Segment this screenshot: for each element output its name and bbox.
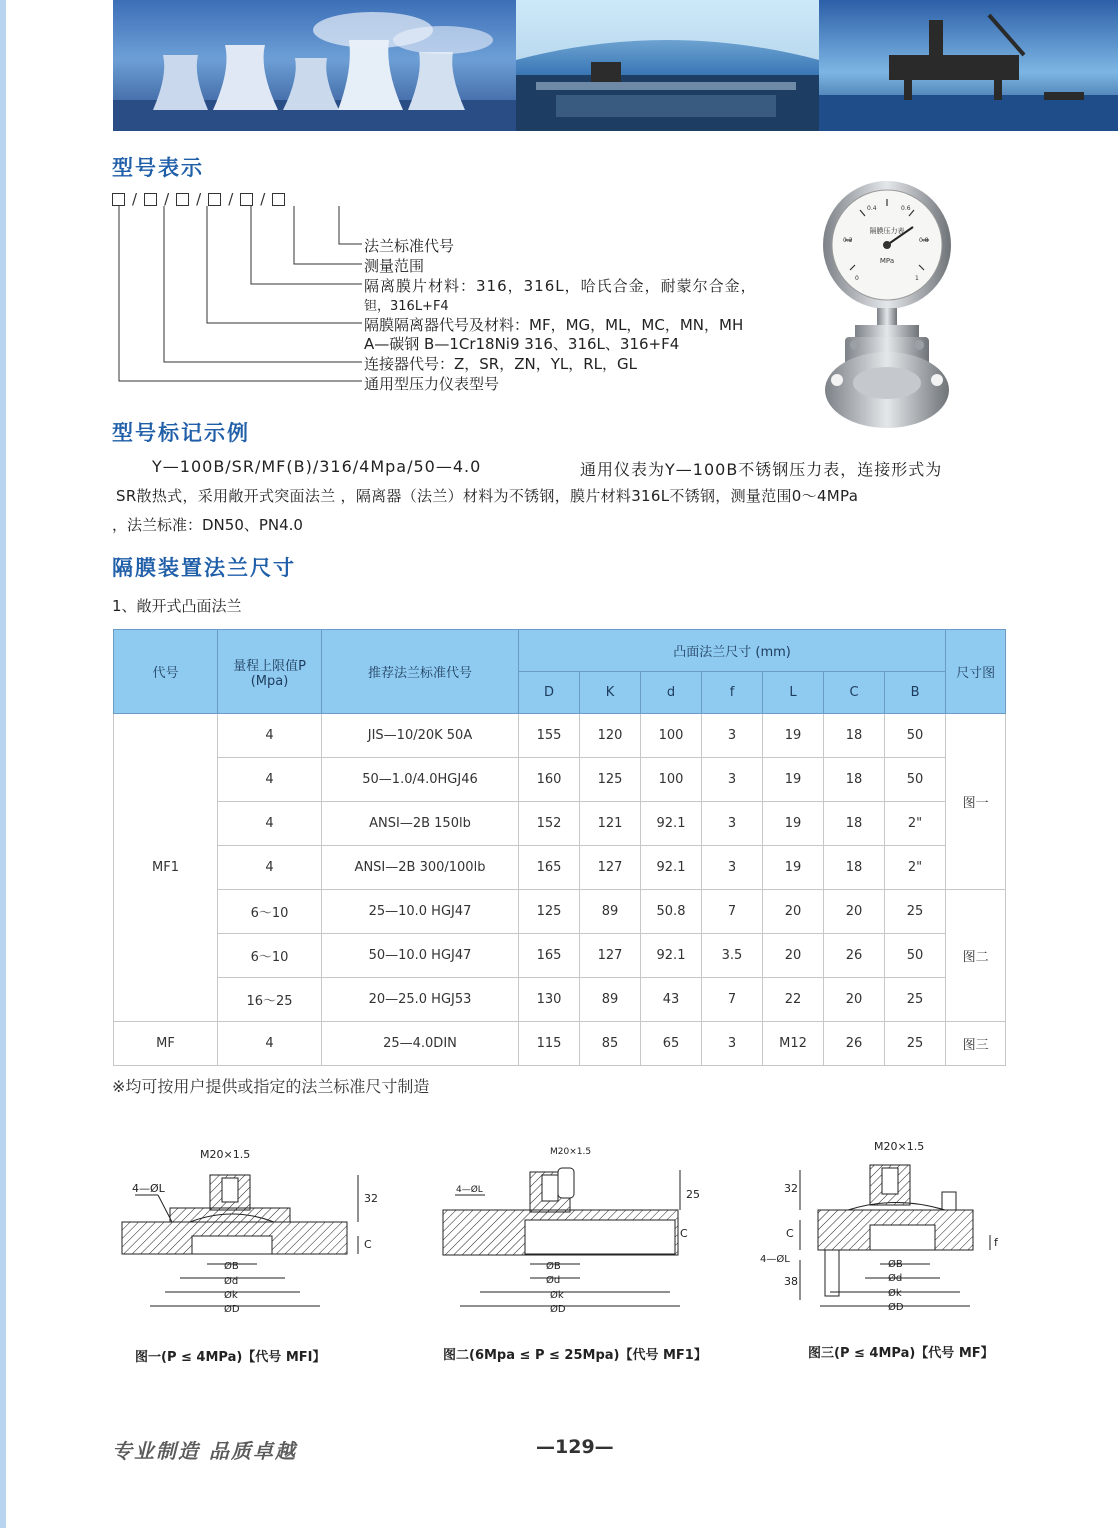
dim-32: 32 — [364, 1192, 378, 1205]
table-row — [114, 934, 1006, 978]
dim-d: Ød — [888, 1273, 903, 1284]
std-cell: 20—25.0 HGJ53 — [322, 978, 519, 1022]
banner-oil-platform-image — [819, 0, 1118, 131]
value-cell: 100 — [641, 714, 702, 758]
value-cell: 125 — [580, 758, 641, 802]
caption-figure-1: 图一(P ≤ 4MPa)【代号 MFI】 — [135, 1350, 326, 1365]
legend-flange-std: 法兰标准代号 — [364, 237, 455, 255]
value-cell: 43 — [641, 978, 702, 1022]
std-cell: ANSI—2B 300/100lb — [322, 846, 519, 890]
value-cell: 127 — [580, 846, 641, 890]
dim-25: 25 — [686, 1188, 700, 1201]
holes-label: 4—ØL — [132, 1182, 165, 1195]
example-desc-2: SR散热式，采用敞开式突面法兰 ，隔离器（法兰）材料为不锈钢，膜片材料316L不锈钢，测量范围0～4MPa — [116, 487, 859, 505]
legend-isolator-2: A—碳钢 B—1Cr18Ni9 316、316L、316+F4 — [364, 335, 680, 353]
code-cell: MF1 — [114, 714, 218, 1022]
dim-D: ØD — [224, 1304, 240, 1315]
value-cell: 20 — [824, 890, 885, 934]
dim-38: 38 — [784, 1275, 798, 1288]
flange-dimension-table — [113, 629, 1006, 1066]
std-cell: JIS—10/20K 50A — [322, 714, 519, 758]
value-cell: 3.5 — [702, 934, 763, 978]
value-cell: 2" — [885, 846, 946, 890]
value-cell: 3 — [702, 758, 763, 802]
caption-figure-3: 图三(P ≤ 4MPa)【代号 MF】 — [808, 1346, 994, 1361]
range-cell: 4 — [218, 714, 322, 758]
legend-membrane-2: 钽，316L+F4 — [364, 299, 449, 314]
value-cell: 20 — [824, 978, 885, 1022]
table-row — [114, 802, 1006, 846]
table-row — [114, 714, 1006, 758]
legend-isolator: 隔膜隔离器代号及材料：MF，MG，ML，MC，MN，MH — [364, 316, 744, 334]
legend-membrane: 隔离膜片材料：316，316L，哈氏合金，耐蒙尔合金， — [364, 277, 757, 295]
example-code: Y—100B/SR/MF(B)/316/4Mpa/50—4.0 — [152, 457, 482, 476]
value-cell: 19 — [763, 758, 824, 802]
header-code: 代号 — [114, 630, 218, 714]
header-std: 推荐法兰标准代号 — [322, 630, 519, 714]
value-cell: 19 — [763, 802, 824, 846]
value-cell: 125 — [519, 890, 580, 934]
header-dimensions: 凸面法兰尺寸 (mm) — [519, 630, 946, 672]
value-cell: 20 — [763, 934, 824, 978]
value-cell: 165 — [519, 934, 580, 978]
drawing-figure-1 — [122, 1148, 378, 1315]
value-cell: 18 — [824, 758, 885, 802]
value-cell: 19 — [763, 714, 824, 758]
value-cell: 85 — [580, 1022, 641, 1066]
range-cell: 4 — [218, 758, 322, 802]
header-f: f — [702, 672, 763, 714]
diaphragm-gauge-photo — [815, 175, 965, 440]
page-number: —129— — [536, 1436, 614, 1458]
figure-cell: 图一 — [946, 714, 1006, 890]
dim-c: C — [364, 1238, 372, 1251]
value-cell: 7 — [702, 978, 763, 1022]
dim-k: Øk — [550, 1290, 564, 1301]
range-cell: 16～25 — [218, 978, 322, 1022]
gauge-brand: 隔膜压力表 — [869, 227, 905, 235]
dim-k: Øk — [888, 1288, 902, 1299]
drawing-figure-3 — [760, 1140, 999, 1313]
footer-slogan: 专业制造 品质卓越 — [112, 1439, 297, 1463]
value-cell: 155 — [519, 714, 580, 758]
code-cell: MF — [114, 1022, 218, 1066]
gauge-unit: MPa — [879, 257, 895, 265]
value-cell: 25 — [885, 1022, 946, 1066]
legend-range: 测量范围 — [364, 257, 425, 275]
std-cell: ANSI—2B 150lb — [322, 802, 519, 846]
model-code-leader-lines — [0, 0, 400, 400]
dim-B: ØB — [888, 1259, 903, 1270]
thread-label: M20×1.5 — [550, 1147, 592, 1157]
value-cell: 3 — [702, 1022, 763, 1066]
dim-c: C — [786, 1227, 794, 1240]
value-cell: 127 — [580, 934, 641, 978]
value-cell: 120 — [580, 714, 641, 758]
value-cell: 89 — [580, 978, 641, 1022]
holes-label: 4—ØL — [456, 1185, 483, 1195]
value-cell: 26 — [824, 1022, 885, 1066]
value-cell: 25 — [885, 978, 946, 1022]
value-cell: 18 — [824, 802, 885, 846]
table-row — [114, 890, 1006, 934]
value-cell: 65 — [641, 1022, 702, 1066]
value-cell: 130 — [519, 978, 580, 1022]
value-cell: 3 — [702, 802, 763, 846]
table-row — [114, 978, 1006, 1022]
header-L: L — [763, 672, 824, 714]
value-cell: 100 — [641, 758, 702, 802]
gauge-tick: 1 — [915, 275, 919, 282]
custom-size-note: ※均可按用户提供或指定的法兰标准尺寸制造 — [112, 1077, 430, 1096]
table-row — [114, 758, 1006, 802]
header-K: K — [580, 672, 641, 714]
value-cell: 165 — [519, 846, 580, 890]
dim-d: Ød — [224, 1276, 239, 1287]
dim-f: f — [994, 1236, 998, 1249]
std-cell: 50—1.0/4.0HGJ46 — [322, 758, 519, 802]
caption-figure-2: 图二(6Mpa ≤ P ≤ 25Mpa)【代号 MF1】 — [443, 1348, 707, 1363]
dim-D: ØD — [888, 1302, 904, 1313]
value-cell: 50 — [885, 934, 946, 978]
legend-gauge-model: 通用型压力仪表型号 — [364, 375, 500, 393]
value-cell: 160 — [519, 758, 580, 802]
value-cell: 92.1 — [641, 934, 702, 978]
range-cell: 6～10 — [218, 890, 322, 934]
flange-subtitle: 1、敞开式凸面法兰 — [112, 597, 242, 615]
value-cell: 121 — [580, 802, 641, 846]
dim-B: ØB — [546, 1261, 561, 1272]
model-section-title: 型号表示 — [112, 156, 204, 180]
banner-control-room-image — [516, 0, 819, 131]
std-cell: 25—4.0DIN — [322, 1022, 519, 1066]
value-cell: 26 — [824, 934, 885, 978]
thread-label: M20×1.5 — [874, 1140, 925, 1153]
range-cell: 4 — [218, 802, 322, 846]
value-cell: 50 — [885, 714, 946, 758]
std-cell: 50—10.0 HGJ47 — [322, 934, 519, 978]
figure-cell: 图三 — [946, 1022, 1006, 1066]
value-cell: 92.1 — [641, 802, 702, 846]
value-cell: 20 — [763, 890, 824, 934]
value-cell: 2" — [885, 802, 946, 846]
header-d: d — [641, 672, 702, 714]
range-cell: 4 — [218, 1022, 322, 1066]
table-row — [114, 1022, 1006, 1066]
value-cell: 18 — [824, 846, 885, 890]
value-cell: M12 — [763, 1022, 824, 1066]
gauge-tick: 0 — [855, 275, 859, 282]
header-B: B — [885, 672, 946, 714]
thread-label: M20×1.5 — [200, 1148, 251, 1161]
gauge-tick: 0.2 — [843, 237, 853, 244]
example-desc-1: 通用仪表为Y—100B不锈钢压力表，连接形式为 — [580, 460, 943, 479]
flange-section-title: 隔膜装置法兰尺寸 — [112, 556, 296, 580]
value-cell: 50.8 — [641, 890, 702, 934]
header-C: C — [824, 672, 885, 714]
example-section-title: 型号标记示例 — [112, 421, 250, 445]
value-cell: 152 — [519, 802, 580, 846]
table-row — [114, 846, 1006, 890]
flange-drawings — [110, 1140, 1010, 1370]
gauge-tick: 0.6 — [901, 205, 911, 212]
value-cell: 89 — [580, 890, 641, 934]
value-cell: 3 — [702, 846, 763, 890]
gauge-tick: 0.8 — [919, 237, 929, 244]
dim-B: ØB — [224, 1261, 239, 1272]
drawing-figure-2 — [443, 1147, 700, 1315]
dim-k: Øk — [224, 1290, 238, 1301]
holes-label: 4—ØL — [760, 1254, 790, 1265]
std-cell: 25—10.0 HGJ47 — [322, 890, 519, 934]
range-cell: 4 — [218, 846, 322, 890]
value-cell: 19 — [763, 846, 824, 890]
dim-d: Ød — [546, 1275, 561, 1286]
header-figure: 尺寸图 — [946, 630, 1006, 714]
range-cell: 6～10 — [218, 934, 322, 978]
model-code-boxes: / / / / / — [112, 190, 285, 208]
value-cell: 115 — [519, 1022, 580, 1066]
value-cell: 22 — [763, 978, 824, 1022]
value-cell: 3 — [702, 714, 763, 758]
legend-connector: 连接器代号：Z，SR，ZN，YL，RL，GL — [364, 355, 637, 373]
dim-32: 32 — [784, 1182, 798, 1195]
gauge-tick: 0.4 — [867, 205, 877, 212]
value-cell: 7 — [702, 890, 763, 934]
value-cell: 92.1 — [641, 846, 702, 890]
value-cell: 50 — [885, 758, 946, 802]
header-range: 量程上限值P (Mpa) — [218, 630, 322, 714]
example-desc-3: ，法兰标准：DN50、PN4.0 — [112, 516, 303, 534]
figure-cell: 图二 — [946, 890, 1006, 1022]
value-cell: 18 — [824, 714, 885, 758]
header-D: D — [519, 672, 580, 714]
dim-c: C — [680, 1227, 688, 1240]
value-cell: 25 — [885, 890, 946, 934]
dim-D: ØD — [550, 1304, 566, 1315]
